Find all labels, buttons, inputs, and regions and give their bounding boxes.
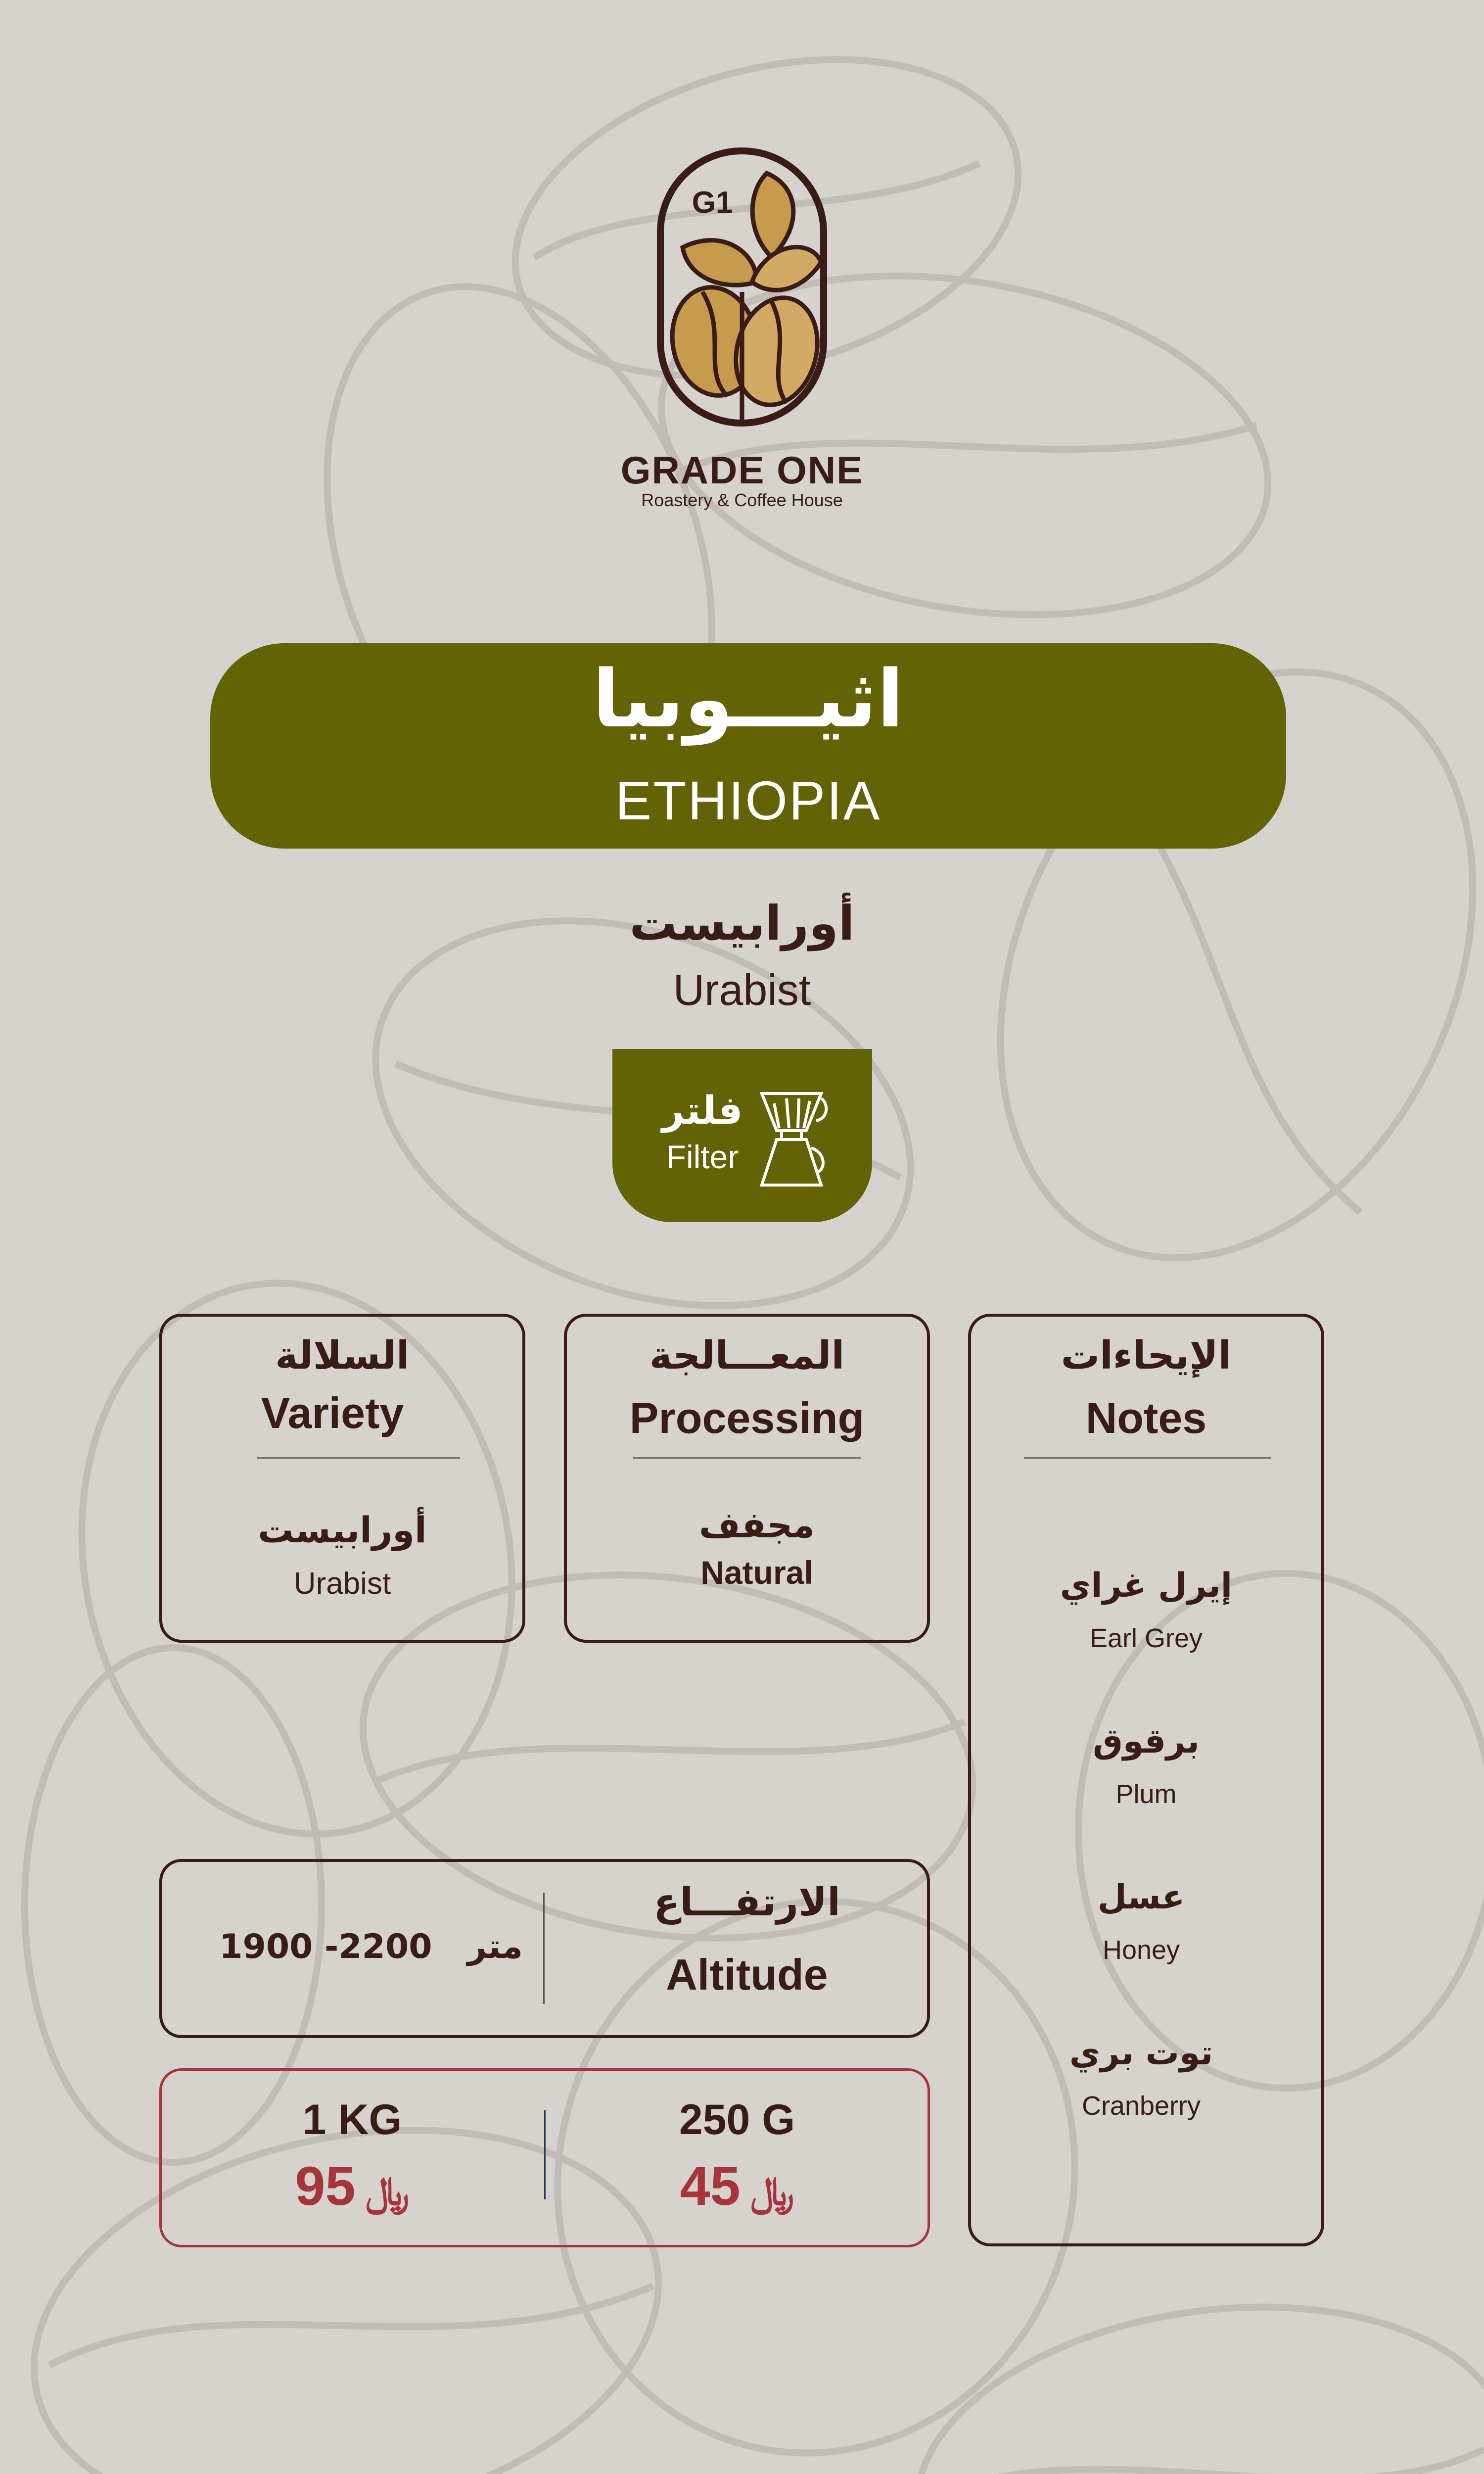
variety-divider — [257, 1457, 460, 1459]
price-size-1kg: 1 KG — [302, 2096, 402, 2143]
note-item-en: Honey — [1102, 1935, 1180, 1965]
origin-name-en: ETHIOPIA — [615, 770, 881, 831]
riyal-icon: ﷼ — [366, 2168, 410, 2214]
variety-heading-en: Urabist — [673, 965, 811, 1014]
note-item-ar: إيرل غراي — [1060, 1566, 1233, 1605]
processing-title-en: Processing — [629, 1393, 865, 1442]
price-250g — [544, 2155, 930, 2218]
brand-name: GRADE ONE — [620, 448, 864, 492]
variety-title-en: Variety — [261, 1388, 404, 1437]
notes-title-ar: الإيحاءات — [1061, 1333, 1232, 1378]
grade-one-logo-icon — [653, 143, 831, 430]
variety-heading-ar: أورابيست — [629, 896, 855, 951]
altitude-title-en: Altitude — [666, 1950, 828, 1999]
svg-text:G1: G1 — [692, 186, 733, 220]
brew-method-ar: فلتر — [662, 1089, 743, 1133]
note-item-ar: عسل — [1097, 1878, 1185, 1917]
variety-value-ar: أورابيست — [258, 1509, 427, 1551]
altitude-unit: متر — [467, 1927, 523, 1966]
variety-value-en: Urabist — [293, 1567, 391, 1601]
processing-value-ar: مجفف — [698, 1504, 815, 1546]
altitude-title-ar: الارتفـــاع — [653, 1880, 840, 1925]
price-value: 45 — [680, 2156, 741, 2217]
notes-title-en: Notes — [1085, 1393, 1207, 1442]
note-item-ar: توت بري — [1069, 2034, 1213, 2073]
riyal-icon: ﷼ — [750, 2168, 794, 2214]
notes-divider — [1024, 1457, 1271, 1459]
origin-name-ar: اثيـــوبيا — [592, 653, 904, 745]
pour-over-icon — [754, 1084, 829, 1192]
price-size-250g: 250 G — [679, 2096, 795, 2143]
price-value: 95 — [295, 2156, 356, 2217]
processing-title-ar: المعـــالجة — [649, 1333, 845, 1378]
note-item-en: Earl Grey — [1089, 1623, 1203, 1653]
altitude-value — [198, 1927, 544, 1966]
altitude-range: 1900 -2200 — [219, 1927, 432, 1966]
note-item-ar: برقوق — [1093, 1722, 1200, 1761]
price-1kg — [159, 2155, 545, 2218]
variety-title-ar: السلالة — [275, 1333, 410, 1378]
note-item-en: Cranberry — [1081, 2091, 1201, 2121]
processing-divider — [633, 1457, 861, 1459]
brand-tagline: Roastery & Coffee House — [641, 490, 843, 510]
brew-method-en: Filter — [666, 1139, 739, 1175]
brew-method-badge — [612, 1049, 872, 1222]
processing-value-en: Natural — [700, 1554, 813, 1591]
note-item-en: Plum — [1115, 1779, 1177, 1809]
